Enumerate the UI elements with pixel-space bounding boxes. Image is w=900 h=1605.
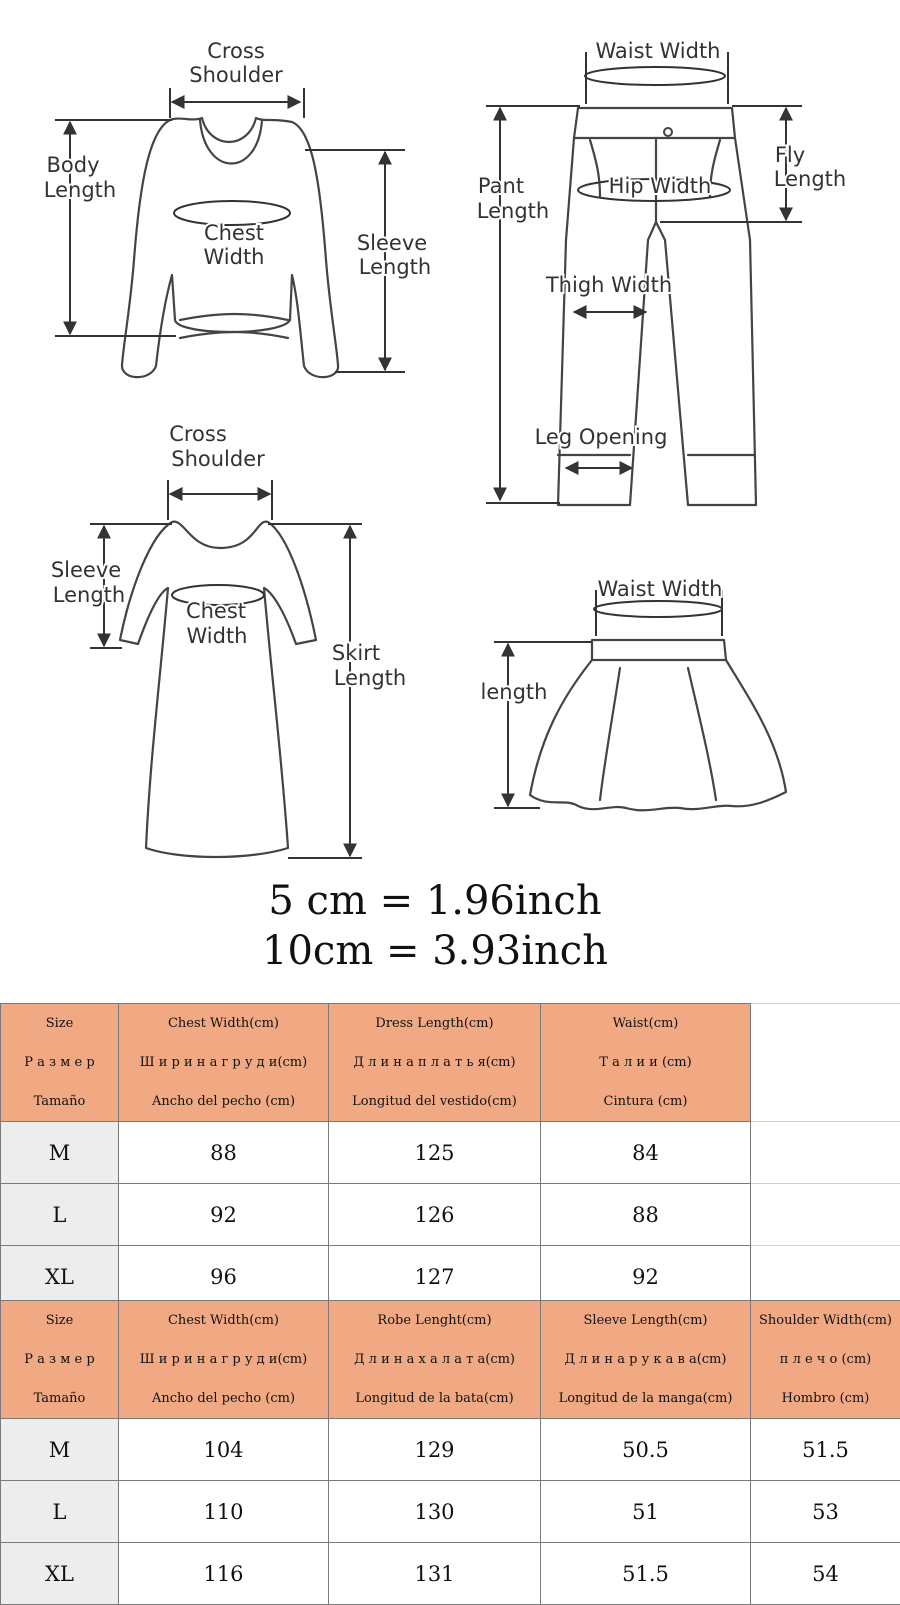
table-header-row bbox=[1, 1301, 900, 1419]
chest-width-cell: 96 bbox=[119, 1246, 329, 1308]
sleeve-length-label: Sleeve bbox=[357, 231, 427, 255]
dress-dimension-lines bbox=[90, 480, 362, 858]
header-sleeve-length: Sleeve Length(cm) Д л и н а р у к а в а(cm) Longitud de la manga(cm) bbox=[541, 1301, 751, 1419]
table-row bbox=[1, 1184, 900, 1246]
header-robe-length: Robe Lenght(cm) Д л и н а х а л а т а(cm) Longitud de la bata(cm) bbox=[329, 1301, 541, 1419]
chest-width-label: Chest bbox=[204, 221, 264, 245]
dress-length-cell: 126 bbox=[329, 1184, 541, 1246]
thigh-width-label: Thigh Width bbox=[545, 273, 672, 297]
cross-shoulder-label: Cross bbox=[169, 422, 227, 446]
size-table-dress bbox=[0, 1003, 900, 1308]
dress-length-cell: 125 bbox=[329, 1122, 541, 1184]
chest-width-cell: 116 bbox=[119, 1543, 329, 1605]
skirt-figure bbox=[530, 601, 786, 810]
dress-figure bbox=[120, 522, 316, 857]
shoulder-width-cell: 51.5 bbox=[751, 1419, 900, 1481]
table-row bbox=[1, 1419, 900, 1481]
pants-labels bbox=[477, 39, 846, 449]
dress-length-cell: 127 bbox=[329, 1246, 541, 1308]
pant-length-label: Pant bbox=[478, 174, 524, 198]
chest-width-label: Width bbox=[186, 624, 247, 648]
sweater-labels bbox=[44, 39, 431, 279]
size-cell: M bbox=[1, 1122, 119, 1184]
conversion-line-2: 10cm = 3.93inch bbox=[0, 928, 870, 974]
sleeve-length-label: Sleeve bbox=[51, 558, 121, 582]
shoulder-width-cell: 54 bbox=[751, 1543, 900, 1605]
header-chest-width: Chest Width(cm) Ш и р и н а г р у д и(cm) Ancho del pecho (cm) bbox=[119, 1301, 329, 1419]
header-size: Size Р а з м е р Tamaño bbox=[1, 1004, 119, 1122]
size-table-robe bbox=[0, 1300, 900, 1605]
size-cell: L bbox=[1, 1481, 119, 1543]
fly-length-label: Fly bbox=[775, 143, 805, 167]
fly-length-label: Length bbox=[774, 167, 846, 191]
sleeve-length-label: Length bbox=[359, 255, 431, 279]
skirt-length-label: Length bbox=[334, 666, 406, 690]
table-row bbox=[1, 1543, 900, 1605]
body-length-label: Body bbox=[46, 153, 99, 177]
empty-cell bbox=[751, 1246, 900, 1308]
waist-cell: 88 bbox=[541, 1184, 751, 1246]
chest-width-cell: 88 bbox=[119, 1122, 329, 1184]
sleeve-length-cell: 50.5 bbox=[541, 1419, 751, 1481]
conversion-line-1: 5 cm = 1.96inch bbox=[0, 878, 870, 924]
hip-width-label: Hip Width bbox=[609, 174, 712, 198]
cross-shoulder-label: Shoulder bbox=[171, 447, 265, 471]
shoulder-width-cell: 53 bbox=[751, 1481, 900, 1543]
waist-width-label: Waist Width bbox=[598, 577, 723, 601]
chest-width-label: Width bbox=[203, 245, 264, 269]
robe-length-cell: 129 bbox=[329, 1419, 541, 1481]
sleeve-length-cell: 51.5 bbox=[541, 1543, 751, 1605]
robe-length-cell: 130 bbox=[329, 1481, 541, 1543]
table-row bbox=[1, 1481, 900, 1543]
pant-length-label: Length bbox=[477, 199, 549, 223]
table-row bbox=[1, 1122, 900, 1184]
skirt-length-label: Skirt bbox=[332, 641, 380, 665]
table-header-row bbox=[1, 1004, 900, 1122]
header-chest-width: Chest Width(cm) Ш и р и н а г р у д и(cm) Ancho del pecho (cm) bbox=[119, 1004, 329, 1122]
sleeve-length-label: Length bbox=[53, 583, 125, 607]
header-waist: Waist(cm) Т а л и и (cm) Cintura (cm) bbox=[541, 1004, 751, 1122]
empty-cell bbox=[751, 1184, 900, 1246]
chest-width-cell: 104 bbox=[119, 1419, 329, 1481]
waist-width-label: Waist Width bbox=[596, 39, 721, 63]
length-label: length bbox=[481, 680, 548, 704]
size-cell: XL bbox=[1, 1543, 119, 1605]
header-size: Size Р а з м е р Tamaño bbox=[1, 1301, 119, 1419]
robe-length-cell: 131 bbox=[329, 1543, 541, 1605]
chest-width-label: Chest bbox=[186, 599, 246, 623]
sleeve-length-cell: 51 bbox=[541, 1481, 751, 1543]
empty-cell bbox=[751, 1122, 900, 1184]
header-dress-length: Dress Length(cm) Д л и н а п л а т ь я(cm) Longitud del vestido(cm) bbox=[329, 1004, 541, 1122]
header-shoulder-width: Shoulder Width(cm) п л е ч о (cm) Hombro (cm) bbox=[751, 1301, 900, 1419]
size-cell: L bbox=[1, 1184, 119, 1246]
body-length-label: Length bbox=[44, 178, 116, 202]
waist-cell: 84 bbox=[541, 1122, 751, 1184]
cross-shoulder-label: Cross bbox=[207, 39, 265, 63]
waist-cell: 92 bbox=[541, 1246, 751, 1308]
leg-opening-label: Leg Opening bbox=[535, 425, 668, 449]
table-row bbox=[1, 1246, 900, 1308]
chest-width-cell: 110 bbox=[119, 1481, 329, 1543]
cross-shoulder-label: Shoulder bbox=[189, 63, 283, 87]
chest-width-cell: 92 bbox=[119, 1184, 329, 1246]
size-cell: XL bbox=[1, 1246, 119, 1308]
empty-cell bbox=[751, 1004, 900, 1122]
size-cell: M bbox=[1, 1419, 119, 1481]
